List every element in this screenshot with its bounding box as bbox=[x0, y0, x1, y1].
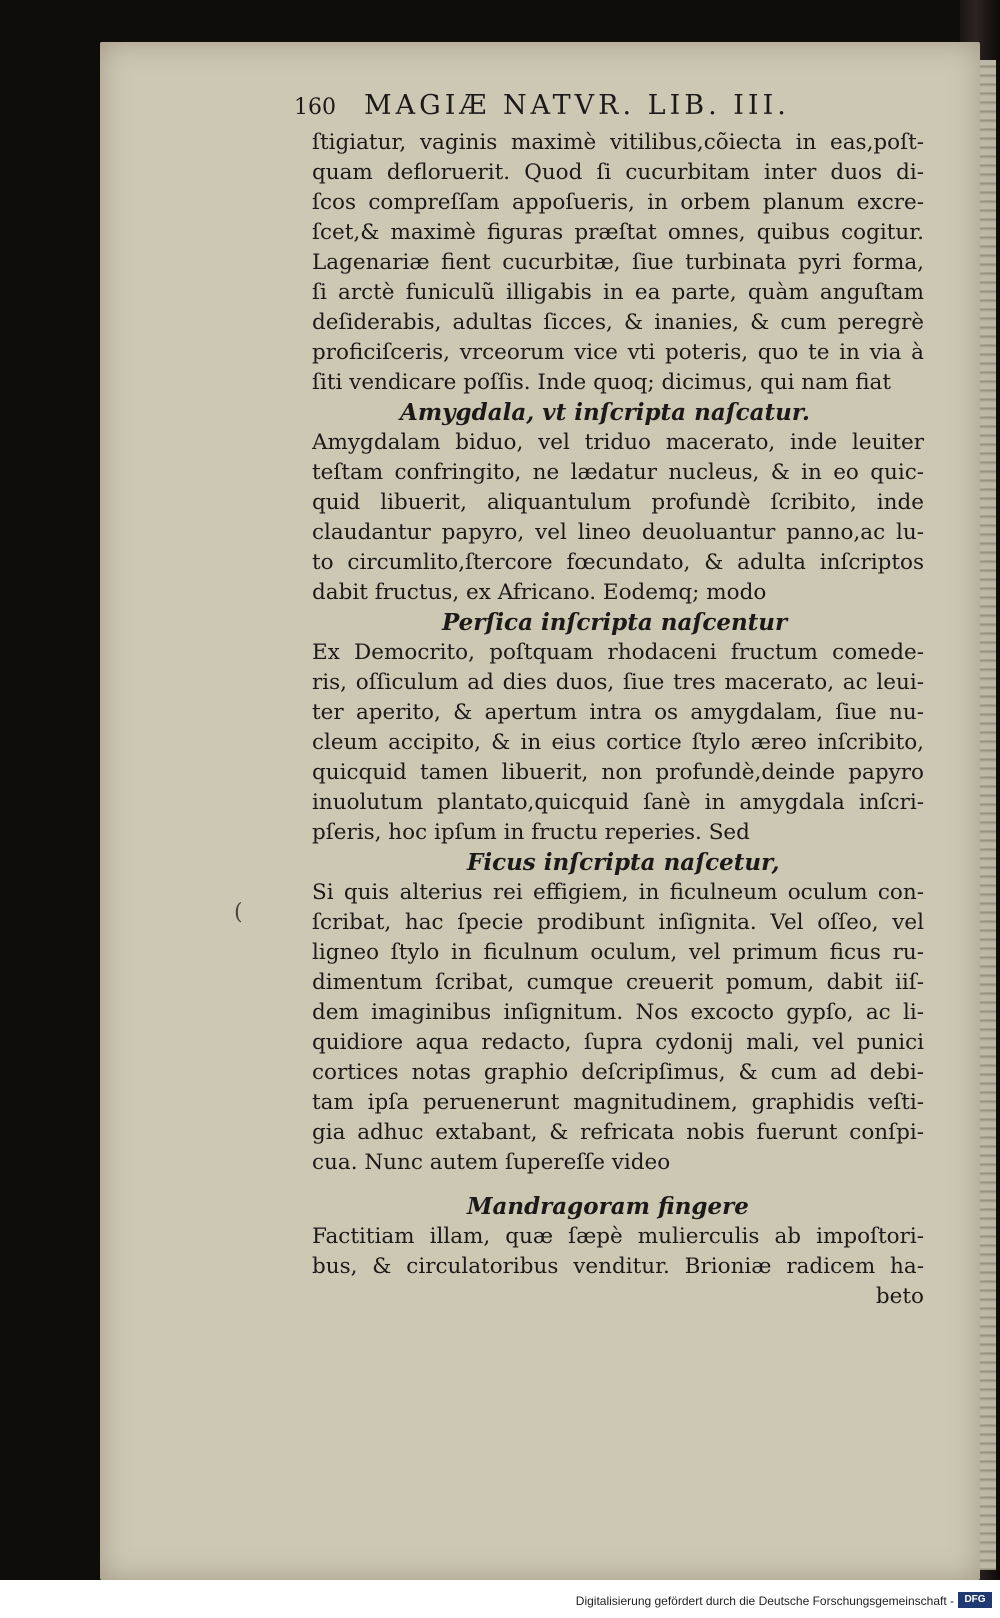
catchword: beto bbox=[875, 1284, 924, 1309]
text-line: ſiti vendicare poſſis. Inde quoq; dicimus, qui nam fiat bbox=[312, 370, 891, 395]
text-line: ſcos compreſſam appoſueris, in orbem planum excre- bbox=[312, 190, 924, 215]
running-title: MAGIÆ NATVR. LIB. III. bbox=[364, 90, 790, 121]
text-line: dimentum ſcribat, cumque creuerit pomum, dabit iiſ- bbox=[312, 970, 924, 995]
text-line: Ex Democrito, poſtquam rhodaceni fructum comede- bbox=[312, 640, 924, 665]
text-line: teſtam confringito, ne lædatur nucleus, & in eo quic- bbox=[312, 460, 924, 485]
text-block bbox=[294, 90, 924, 1312]
section-heading-ficus: Ficus inſcripta naſcetur, bbox=[467, 849, 780, 876]
section-heading-mandragora: Mandragoram fingere bbox=[467, 1193, 749, 1220]
text-line: deſiderabis, adultas ſicces, & inanies, & cum peregrè bbox=[312, 310, 924, 335]
text-line: Si quis alterius rei effigiem, in ficulneum oculum con- bbox=[312, 880, 924, 905]
section-heading-persica: Perſica inſcripta naſcentur bbox=[442, 609, 788, 636]
text-line: Factitiam illam, quæ ſæpè mulierculis ab impoſtori- bbox=[312, 1224, 924, 1249]
page-number: 160 bbox=[294, 95, 336, 120]
text-line: quam defloruerit. Quod ſi cucurbitam inter duos di- bbox=[312, 160, 924, 185]
text-line: gia adhuc extabant, & refricata nobis fuerunt conſpi- bbox=[312, 1120, 924, 1145]
text-line: ſtigiatur, vaginis maximè vitilibus,cõiecta in eas,poſt- bbox=[312, 130, 924, 155]
text-line: ſi arctè funiculũ illigabis in ea parte, quàm anguſtam bbox=[312, 280, 924, 305]
text-line: ſcet,& maximè figuras præſtat omnes, quibus cogitur. bbox=[312, 220, 924, 245]
text-line: cortices notas graphio deſcripſimus, & cum ad debi- bbox=[312, 1060, 924, 1085]
text-line: quicquid tamen libuerit, non profundè,deinde papyro bbox=[312, 760, 924, 785]
dfg-logo: DFG bbox=[958, 1592, 992, 1608]
text-line: cua. Nunc autem ſupereſſe video bbox=[312, 1150, 671, 1175]
text-line: quid libuerit, aliquantulum profundè ſcribito, inde bbox=[312, 490, 924, 515]
text-line: claudantur papyro, vel lineo deuoluantur panno,ac lu- bbox=[312, 520, 924, 545]
text-line: ſcribat, hac ſpecie prodibunt inſignita. Vel oſſeo, vel bbox=[312, 910, 924, 935]
text-line: cleum accipito, & in eius cortice ſtylo æreo inſcribito, bbox=[312, 730, 924, 755]
text-line: quidiore aqua redacto, ſupra cydonij mali, vel punici bbox=[312, 1030, 924, 1055]
text-line: Amygdalam biduo, vel triduo macerato, inde leuiter bbox=[312, 430, 924, 455]
margin-mark: ( bbox=[234, 900, 243, 925]
text-line: bus, & circulatoribus venditur. Brioniæ radicem ha- bbox=[312, 1254, 924, 1279]
funding-credit: Digitalisierung gefördert durch die Deutsche Forschungsgemeinschaft - bbox=[575, 1594, 954, 1608]
text-line: dem imaginibus inſignitum. Nos excocto gypſo, ac li- bbox=[312, 1000, 924, 1025]
page-header bbox=[294, 90, 924, 128]
text-line: proficiſceris, vrceorum vice vti poteris, quo te in via à bbox=[312, 340, 924, 365]
text-line: inuolutum plantato,quicquid ſanè in amygdala inſcri- bbox=[312, 790, 924, 815]
text-line: pſeris, hoc ipſum in fructu reperies. Sed bbox=[312, 820, 750, 845]
text-line: ligneo ſtylo in ficulnum oculum, vel primum ficus ru- bbox=[312, 940, 924, 965]
text-line: Lagenariæ fient cucurbitæ, ſiue turbinata pyri forma, bbox=[312, 250, 924, 275]
text-line: ris, oſſiculum ad dies duos, ſiue tres macerato, ac leui- bbox=[312, 670, 924, 695]
text-line: dabit fructus, ex Africano. Eodemq; modo bbox=[312, 580, 767, 605]
text-line: tam ipſa peruenerunt magnitudinem, graphidis veſti- bbox=[312, 1090, 924, 1115]
section-heading-amygdala: Amygdala, vt inſcripta naſcatur. bbox=[400, 399, 810, 426]
text-line: to circumlito,ſtercore fœcundato, & adulta inſcriptos bbox=[312, 550, 924, 575]
text-line: ter aperito, & apertum intra os amygdalam, ſiue nu- bbox=[312, 700, 924, 725]
